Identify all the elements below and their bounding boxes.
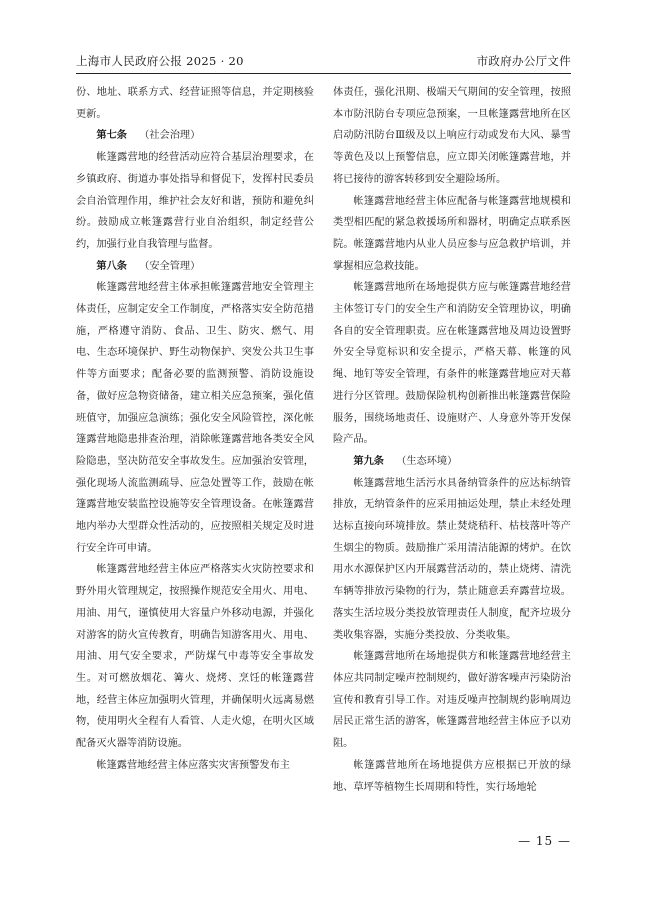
paragraph: 帐篷露营地所在场地提供方和帐篷露营地经营主体应共同制定噪声控制规约，做好游客噪声污染防治宣传和教育引导工作。对违反噪声控制规约影响周边居民正常生活的游客，帐篷露营地经营主体应予以劝阻。 xyxy=(333,651,571,750)
paragraph: 帐篷露营地所在场地提供方应与帐篷露营地经营主体签订专门的安全生产和消防安全管理协议，明确各自的安全管理职责。应在帐篷露营地及周边设置野外安全导览标识和安全提示，严格天幕、帐篷的风绳、地钉等安全管理，有条件的帐篷露营地应对天幕进行分区管理。鼓励保险机构创新推出帐篷露营保险服务，围绕场地责任、设施财产、人身意外等开发保险产品。 xyxy=(333,282,571,446)
article-topic: （社会治理） xyxy=(139,130,201,142)
header-divider xyxy=(76,73,571,74)
paragraph: 帐篷露营地经营主体应配备与帐篷露营地规模和类型相匹配的紧急救援场所和器材，明确定点联系医院。帐篷露营地内从业人员应参与应急救护培训，并掌握相应急救技能。 xyxy=(333,195,571,272)
article-number: 第九条 xyxy=(353,454,384,467)
article-heading-9 xyxy=(333,451,571,473)
journal-header: 上海市人民政府公报 2025 · 20 xyxy=(76,54,244,68)
article-number: 第八条 xyxy=(96,259,127,272)
article-topic: （安全管理） xyxy=(139,260,201,272)
right-column xyxy=(333,82,571,798)
paragraph: 份、地址、联系方式、经营证照等信息，并定期核验更新。 xyxy=(76,87,314,120)
paragraph: 帐篷露营地所在场地提供方应根据已开放的绿地、草坪等植物生长周期和特性，实行场地轮 xyxy=(333,759,571,793)
paragraph: 体责任，强化汛期、极端天气期间的安全管理，按照本市防汛防台专项应急预案，一旦帐篷露营地所在区启动防汛防台Ⅲ级及以上响应行动或发布大风、暴雪等黄色及以上预警信息，应立即关闭帐篷露营地，并将已接待的游客转移到安全避险场所。 xyxy=(333,87,571,185)
paragraph: 帐篷露营地的经营活动应符合基层治理要求，在乡镇政府、街道办事处指导和督促下，发挥村民委员会自治管理作用，维护社会友好和谐，预防和避免纠纷。鼓励成立帐篷露营行业自治组织，制定经营公约，加强行业自我管理与监督。 xyxy=(76,152,314,250)
paragraph: 帐篷露营地生活污水具备纳管条件的应达标纳管排放，无纳管条件的应采用抽运处理，禁止未经处理达标直接向环境排放。禁止焚烧秸秆、枯枝落叶等产生烟尘的物质。鼓励推广采用清洁能源的烤炉。在饮用水水源保护区内开展露营活动的，禁止烧烤、清洗车辆等排放污染物的行为，禁止随意丢弃露营垃圾。落实生活垃圾分类投放管理责任人制度，配齐垃圾分类收集容器，实施分类投放、分类收集。 xyxy=(333,477,571,641)
paragraph: 帐篷露营地经营主体承担帐篷露营地安全管理主体责任，应制定安全工作制度，严格落实安全防范措施，严格遵守消防、食品、卫生、防灾、燃气、用电、生态环境保护、野生动物保护、突发公共卫生事件等方面要求；配备必要的监测预警、消防设施设备，做好应急物资储备，建立相关应急预案，强化值班值守，加强应急演练；强化安全风险管控，深化帐篷露营地隐患排查治理，消除帐篷露营地各类安全风险隐患，坚决防范安全事故发生。应加强治安管理，强化现场人流监测疏导、应急处置等工作，鼓励在帐篷露营地安装监控设施等安全管理设备。在帐篷露营地内举办大型群众性活动的，应按照相关规定及时进行安全许可申请。 xyxy=(76,282,314,554)
section-header: 市政府办公厅文件 xyxy=(476,54,571,68)
article-number: 第七条 xyxy=(96,129,127,142)
article-heading-7 xyxy=(76,125,314,147)
paragraph: 帐篷露营地经营主体应落实灾害预警发布主 xyxy=(96,759,290,771)
article-heading-8 xyxy=(76,256,314,278)
left-column xyxy=(76,82,314,777)
paragraph: 帐篷露营地经营主体应严格落实火灾防控要求和野外用火管理规定，按照操作规范安全用火、用电、用油、用气，谨慎使用大容量户外移动电源，并强化对游客的防火宣传教育，明确告知游客用火、用电、用油、用气安全要求，严防煤气中毒等安全事故发生。对可燃放烟花、篝火、烧烤、烹饪的帐篷露营地，经营主体应加强明火管理，并确保明火远离易燃物，使用明火全程有人看管、人走火熄，在明火区域配备灭火器等消防设施。 xyxy=(76,564,314,750)
article-topic: （生态环境） xyxy=(396,455,458,467)
page-number: — 15 — xyxy=(518,834,571,848)
